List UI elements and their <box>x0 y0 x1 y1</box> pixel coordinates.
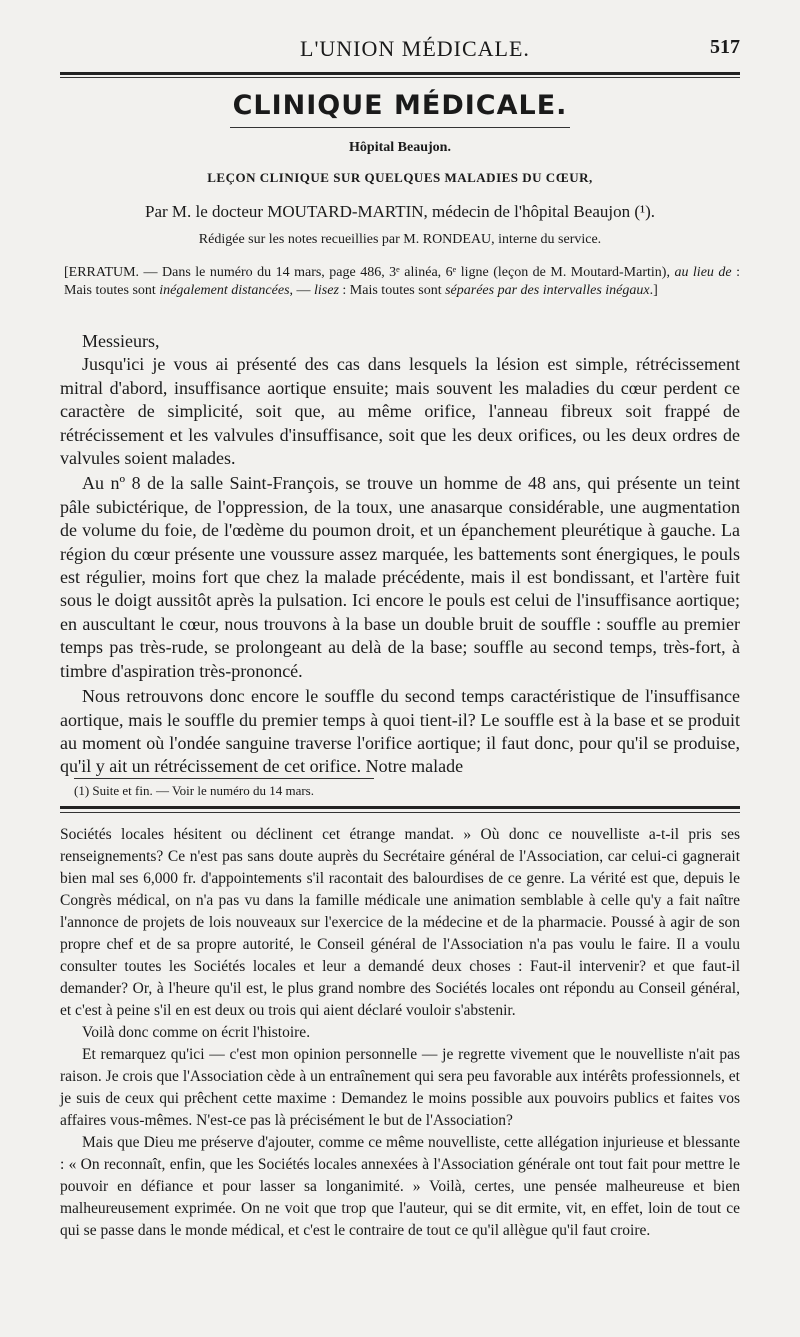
erratum-text: — Dans le numéro du 14 mars, page 486, 3ᵉ alinéa, 6ᵉ ligne (leçon de M. Moutard-Martin), <box>139 265 675 280</box>
erratum-wrong-text: inégalement distancées <box>159 283 290 298</box>
feuilleton-paragraph: Et remarquez qu'ici — c'est mon opinion personnelle — je regrette vivement que le nouvelliste n'ait pas raison. Je crois que l'Association cède à un entraînement qui sera peu favorable aux intérêts professionnels, et je suis de ceux qui prêchent cette maxime : Demandez le moins possible aux pouvoirs publics et faites vos affaires vous-mêmes. N'est-ce pas là précisément le but de l'Association? <box>60 1046 740 1129</box>
section-title: CLINIQUE MÉDICALE. <box>232 90 568 121</box>
body-paragraph: Jusqu'ici je vous ai présenté des cas dans lesquels la lésion est simple, rétrécissement mitral d'abord, insuffisance aortique ensuite; mais souvent les maladies du cœur perdent ce caractère de simplicité, soit que, au même orifice, l'anneau fibreux soit frappé de rétrécissement et les valvules d'insuffisance, soit que les deux orifices, ou les deux ordres de valvules soient malades. <box>60 354 740 469</box>
erratum-text: : Mais toutes sont <box>338 283 446 298</box>
erratum-right-text: séparées par des intervalles inégaux <box>445 283 650 298</box>
feuilleton-divider <box>60 806 740 809</box>
journal-name: L'UNION MÉDICALE. <box>300 36 530 61</box>
feuilleton-paragraph: Voilà donc comme on écrit l'histoire. <box>82 1024 311 1041</box>
feuilleton-paragraph: Sociétés locales hésitent ou déclinent cet étrange mandat. » Où donc ce nouvelliste a-t-il pris ses renseignements? Ce n'est pas sans doute auprès du Secrétaire général de l'Association, car celui-ci gagnerait bien mal ses 6,000 fr. d'appointements s'il racontait des balourdises de ce genre. La vérité est que, depuis le Congrès médical, on n'a pas vu dans la famille médicale une animation semblable à celle qu'y a fait naître l'annonce de projets de lois nouveaux sur l'exercice de la médecine et de la pharmacie. Poussé à agir de son propre chef et de sa propre autorité, le Conseil général de l'Association n'a pas voulu le faire. Il a voulu consulter toutes les Sociétés locales et leur a demandé deux choses : Faut-il intervenir? et que faut-il demander? Or, à l'heure qu'il est, le plus grand nombre des Sociétés locales ont répondu au Conseil général, et c'est à peine s'il en est deux ou trois qui aient déclaré vouloir s'abstenir. <box>60 826 740 1019</box>
salutation: Messieurs, <box>82 331 160 351</box>
author-line: Par M. le docteur MOUTARD-MARTIN, médecin de l'hôpital Beaujon (¹). <box>145 202 655 221</box>
header-rule-thin <box>60 77 740 78</box>
section-title-underline <box>230 127 570 128</box>
body-paragraph: Nous retrouvons donc encore le souffle du second temps caractéristique de l'insuffisance aortique, mais le souffle du premier temps à quoi tient-il? Le souffle est à la base et se produit au moment où l'ondée sanguine traverse l'orifice aortique; il faut donc, pour qu'il se produise, qu'il y ait un rétrécissement de cet orifice. Notre malade <box>60 686 740 777</box>
header-rule <box>60 72 740 75</box>
feuilleton-text <box>60 824 740 1242</box>
erratum-note <box>64 264 740 300</box>
running-head <box>60 34 740 68</box>
page-number: 517 <box>710 36 740 58</box>
erratum-text: : Mais toutes sont <box>64 265 740 298</box>
lecture-title: LEÇON CLINIQUE SUR QUELQUES MALADIES DU CŒUR, <box>207 170 593 185</box>
feuilleton-paragraph: Mais que Dieu me préserve d'ajouter, comme ce même nouvelliste, cette allégation injurieuse et blessante : « On reconnaît, enfin, que les Sociétés locales annexées à l'Association générale ont tout fait pour mettre le pouvoir en défiance et pour lasser sa longanimité. » Voilà, certes, une pensée malheureuse et bien malheureusement exprimée. On ne voit que trop que l'auteur, qui se dit ermite, vit, en effet, loin de tout ce qui se passe dans le monde médical, et c'est le contraire de tout ce qu'il allègue qu'il faut croire. <box>60 1134 740 1239</box>
article-body <box>60 330 740 779</box>
erratum-lisez: lisez <box>314 283 339 298</box>
footnote: (1) Suite et fin. — Voir le numéro du 14 mars. <box>74 783 314 798</box>
erratum-label: [ERRATUM. <box>64 265 140 280</box>
erratum-text: .] <box>649 283 658 298</box>
body-paragraph: Au nº 8 de la salle Saint-François, se trouve un homme de 48 ans, qui présente un teint pâle subictérique, de l'oppression, de la toux, une anasarque considérable, une augmentation de volume du foie, de l'œdème du poumon droit, et un épanchement pleurétique à gauche. La région du cœur présente une voussure assez marquée, les battements sont énergiques, le pouls est régulier, moins fort que chez la malade précédente, mais il est bondissant, et l'artère fuit sous le doigt aussitôt après la pulsation. Ici encore le pouls est celui de l'insuffisance aortique; en auscultant le cœur, nous trouvons à la base un double bruit de souffle : souffle au premier temps pas très-rude, se prolongeant au delà de la base; souffle au second temps, très-fort, à timbre d'aspiration très-prononcé. <box>60 473 740 681</box>
redaction-line: Rédigée sur les notes recueillies par M. RONDEAU, interne du service. <box>198 232 602 247</box>
hospital-name: Hôpital Beaujon. <box>349 140 451 155</box>
erratum-au-lieu-de: au lieu de <box>674 265 732 280</box>
feuilleton-divider-thin <box>60 812 740 813</box>
erratum-text: , — <box>289 283 315 298</box>
footnote-rule <box>74 778 374 779</box>
